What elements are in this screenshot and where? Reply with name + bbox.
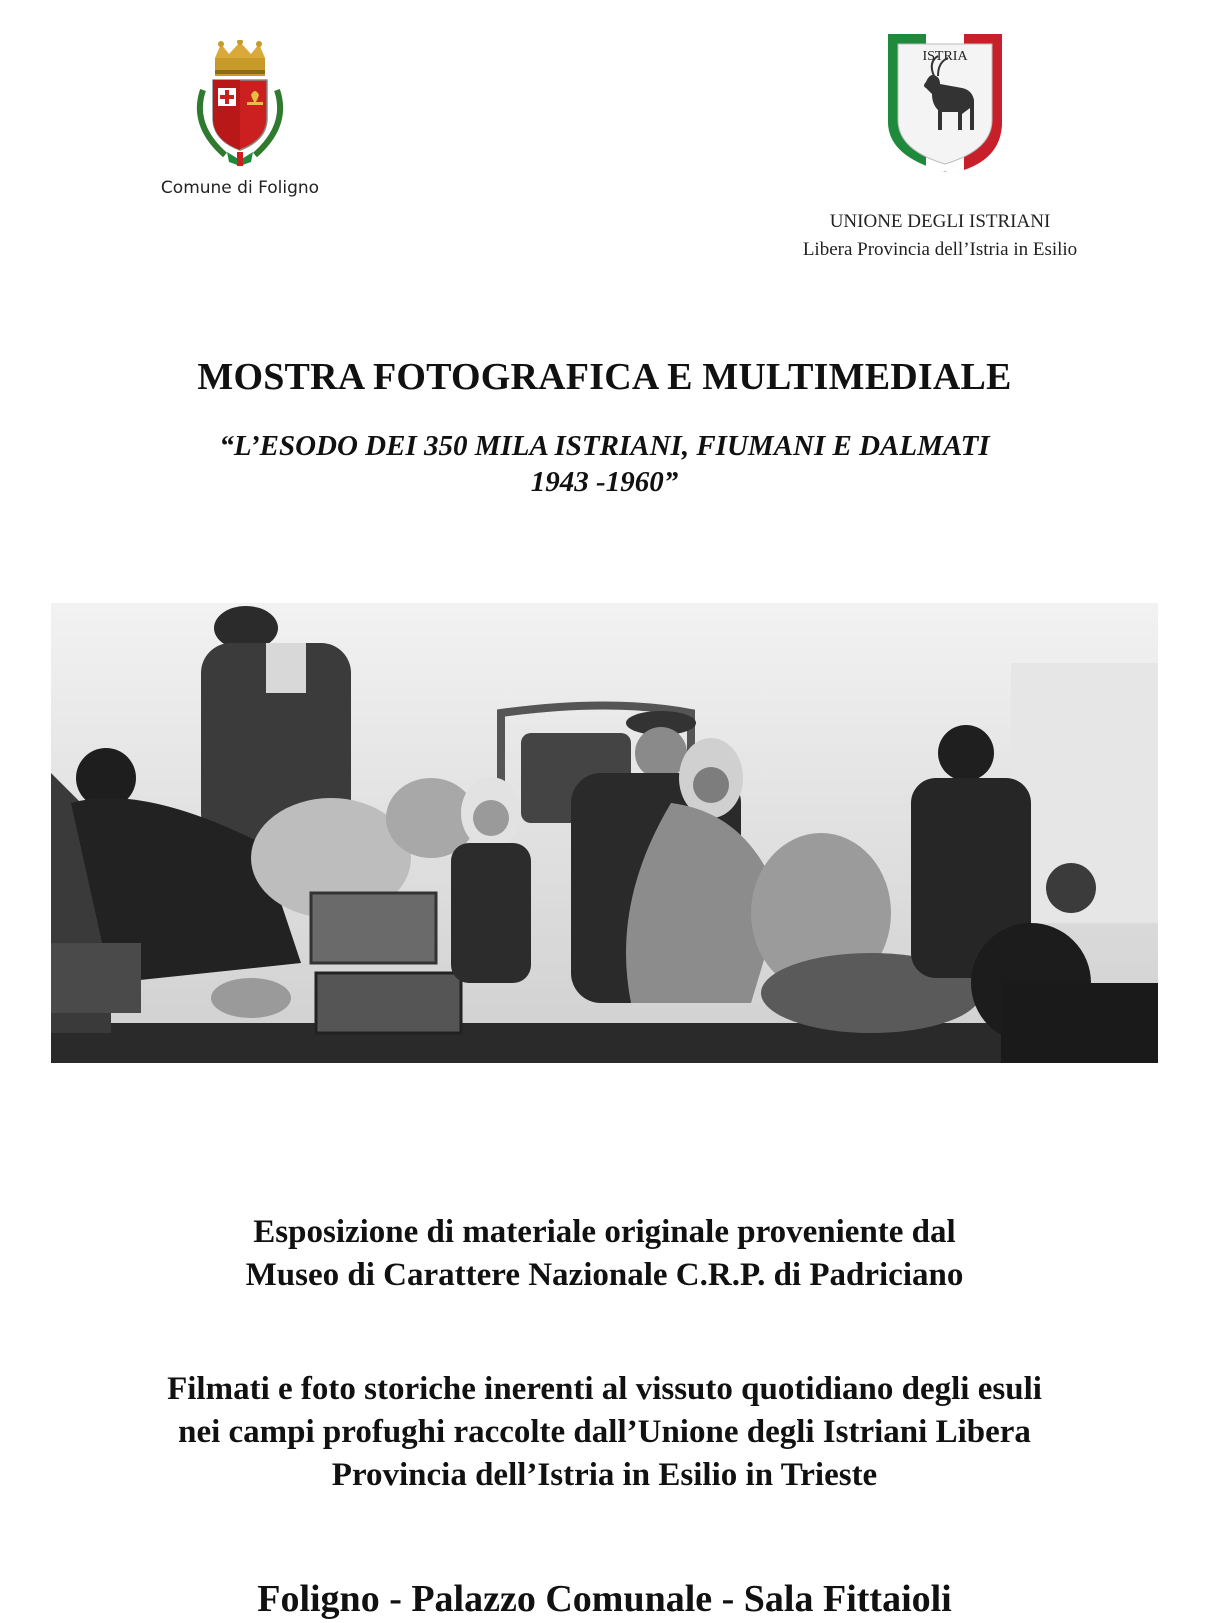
venue-line: Foligno - Palazzo Comunale - Sala Fittaioli [257,1578,952,1620]
comune-di-foligno-logo [140,40,340,215]
historical-exodus-photo [51,603,1158,1063]
exhibition-subtitle [0,428,1209,500]
subtitle-line-2: 1943 -1960” [530,466,679,498]
para1-line-1: Esposizione di materiale originale proveniente dal [253,1214,956,1250]
exhibit-description [0,1211,1209,1297]
union-subtitle: Libera Provincia dell’Istria in Esilio [802,239,1078,260]
refugees-on-truck-image [51,603,1158,1063]
istria-shield-text: ISTRIA [922,49,968,64]
union-heading [720,208,1160,264]
para2-line-2: nei campi profughi raccolte dall’Unione degli Istriani Libera [178,1414,1031,1450]
union-name: UNIONE DEGLI ISTRIANI [829,211,1051,232]
istria-shield-logo [886,32,1004,174]
subtitle-line-1: “L’ESODO DEI 350 MILA ISTRIANI, FIUMANI E DALMATI [219,430,990,462]
para1-line-2: Museo di Carattere Nazionale C.R.P. di Padriciano [245,1257,964,1293]
para2-line-3: Provincia dell’Istria in Esilio in Trieste [331,1457,878,1493]
films-description [0,1368,1209,1497]
exhibition-title: MOSTRA FOTOGRAFICA E MULTIMEDIALE [197,356,1012,398]
istria-goat-shield-icon [886,32,1004,174]
foligno-crest-icon [185,40,295,170]
para2-line-1: Filmati e foto storiche inerenti al vissuto quotidiano degli esuli [167,1371,1042,1407]
comune-logo-label: Comune di Foligno [160,178,320,198]
